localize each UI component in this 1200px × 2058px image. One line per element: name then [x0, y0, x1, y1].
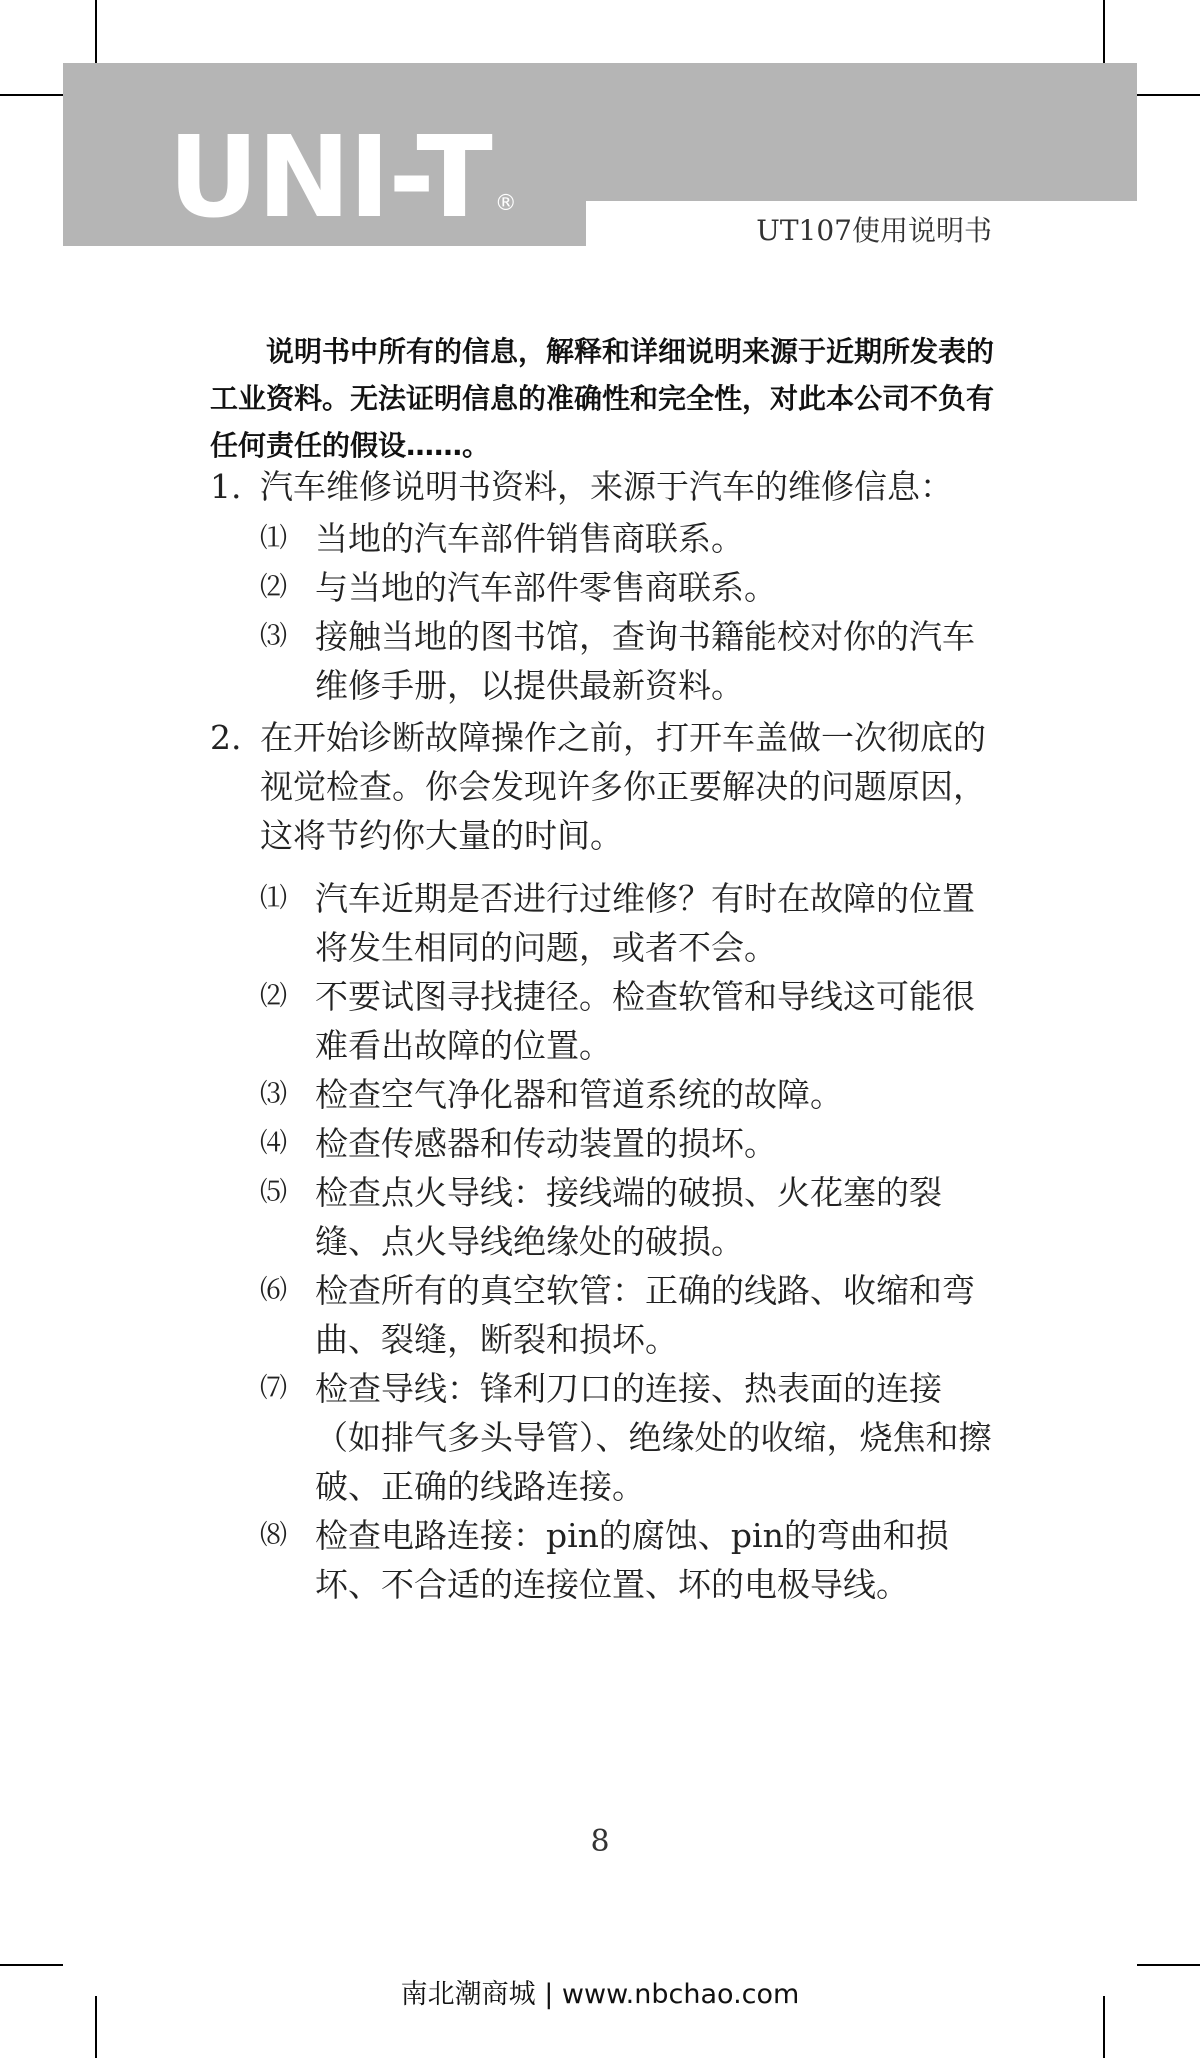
crop-mark	[1137, 94, 1200, 96]
sub-item-number: ⑹	[260, 1275, 287, 1306]
sub-item	[260, 1511, 994, 1609]
brand-logo	[168, 113, 517, 243]
sub-item	[260, 612, 994, 710]
crop-mark	[1103, 0, 1105, 63]
item-text: 汽车维修说明书资料，来源于汽车的维修信息：	[260, 467, 953, 506]
sub-item	[260, 1266, 994, 1364]
brand-logo-text: UNI-T	[168, 113, 491, 243]
sub-item-number: ⑺	[260, 1373, 287, 1404]
crop-mark	[0, 1964, 63, 1966]
crop-mark	[0, 94, 63, 96]
list-item	[210, 713, 994, 860]
sub-item-text: 检查电路连接：pin的腐蚀、pin的弯曲和损坏、不合适的连接位置、坏的电极导线。	[315, 1516, 949, 1604]
sub-item-number: ⑷	[260, 1128, 287, 1159]
sub-item-text: 检查点火导线：接线端的破损、火花塞的裂缝、点火导线绝缘处的破损。	[315, 1173, 942, 1261]
sub-item-text: 检查空气净化器和管道系统的故障。	[315, 1075, 843, 1114]
sub-item	[260, 1364, 994, 1511]
sub-item	[260, 563, 994, 612]
item-number: 2.	[210, 718, 242, 757]
sub-item	[260, 972, 994, 1070]
sub-item	[260, 514, 994, 563]
sub-item-text: 检查所有的真空软管：正确的线路、收缩和弯曲、裂缝，断裂和损坏。	[315, 1271, 975, 1359]
sub-item-text: 检查导线：锋利刀口的连接、热表面的连接（如排气多头导管）、绝缘处的收缩，烧焦和擦破、正确的线路连接。	[315, 1369, 992, 1506]
main-content	[210, 462, 994, 1612]
sub-item-text: 接触当地的图书馆，查询书籍能校对你的汽车维修手册，以提供最新资料。	[315, 617, 975, 705]
sub-item-text: 当地的汽车部件销售商联系。	[315, 519, 744, 558]
list-item	[210, 462, 994, 511]
sub-item-number: ⑻	[260, 1520, 287, 1551]
disclaimer-paragraph: 说明书中所有的信息，解释和详细说明来源于近期所发表的工业资料。无法证明信息的准确性和完全性，对此本公司不负有任何责任的假设……。	[210, 335, 995, 462]
item-text: 在开始诊断故障操作之前，打开车盖做一次彻底的视觉检查。你会发现许多你正要解决的问题原因，这将节约你大量的时间。	[260, 718, 986, 855]
crop-mark	[95, 0, 97, 63]
page-number: 8	[590, 1824, 610, 1859]
sub-list	[210, 514, 994, 710]
sub-item-number: ⑵	[260, 981, 287, 1012]
sub-item	[260, 874, 994, 972]
sub-list	[210, 874, 994, 1609]
registered-mark: ®	[494, 191, 517, 216]
sub-item-number: ⑴	[260, 883, 287, 914]
sub-item-number: ⑸	[260, 1177, 287, 1208]
item-number: 1.	[210, 467, 242, 506]
sub-item	[260, 1168, 994, 1266]
sub-item-text: 与当地的汽车部件零售商联系。	[315, 568, 777, 607]
sub-item-text: 检查传感器和传动装置的损坏。	[315, 1124, 777, 1163]
sub-item-number: ⑶	[260, 1079, 287, 1110]
document-title: UT107使用说明书	[756, 214, 992, 247]
sub-item-text: 不要试图寻找捷径。检查软管和导线这可能很难看出故障的位置。	[315, 977, 975, 1065]
sub-item	[260, 1070, 994, 1119]
sub-item	[260, 1119, 994, 1168]
sub-item-number: ⑴	[260, 523, 287, 554]
sub-item-number: ⑵	[260, 572, 287, 603]
sub-item-number: ⑶	[260, 621, 287, 652]
crop-mark	[1137, 1964, 1200, 1966]
sub-item-text: 汽车近期是否进行过维修？有时在故障的位置将发生相同的问题，或者不会。	[315, 879, 975, 967]
footer-watermark: 南北潮商城 | www.nbchao.com	[400, 1979, 800, 2010]
